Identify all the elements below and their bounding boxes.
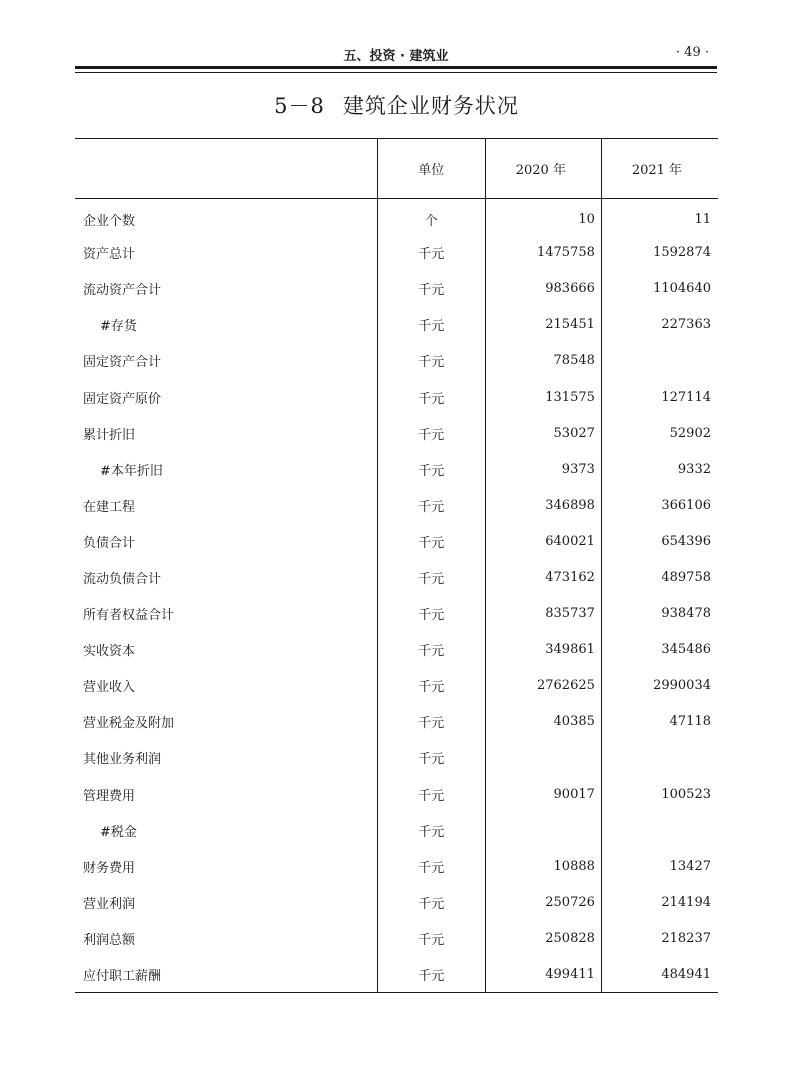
row-value-2020: [485, 740, 601, 776]
row-unit: 千元: [377, 848, 485, 884]
table-row: [75, 235, 718, 271]
row-value-2021: 9332: [601, 451, 718, 487]
row-unit: 千元: [377, 379, 485, 415]
row-unit: 千元: [377, 559, 485, 595]
row-value-2021: 227363: [601, 307, 718, 343]
row-value-2020: [485, 812, 601, 848]
row-value-2020: 835737: [485, 596, 601, 632]
table-row: [75, 812, 718, 848]
row-unit: 千元: [377, 812, 485, 848]
row-value-2020: 499411: [485, 956, 601, 992]
row-unit: 千元: [377, 776, 485, 812]
row-unit: 千元: [377, 343, 485, 379]
row-unit: 千元: [377, 920, 485, 956]
row-value-2021: 2990034: [601, 668, 718, 704]
row-value-2021: 127114: [601, 379, 718, 415]
row-value-2021: 100523: [601, 776, 718, 812]
row-item-name: 应付职工薪酬: [75, 956, 377, 992]
row-value-2020: 131575: [485, 379, 601, 415]
table-row: [75, 415, 718, 451]
row-value-2021: 938478: [601, 596, 718, 632]
row-item-name: 财务费用: [83, 860, 136, 876]
row-value-2020: 90017: [485, 776, 601, 812]
row-item-name: 流动资产合计: [83, 283, 162, 299]
row-value-2021: 366106: [601, 487, 718, 523]
row-value-2020: 2762625: [485, 668, 601, 704]
table-row: [75, 559, 718, 595]
row-unit: 千元: [377, 884, 485, 920]
row-unit: 千元: [377, 523, 485, 559]
row-item-name: 利润总额: [83, 932, 136, 948]
row-item-name: 在建工程: [83, 499, 136, 515]
table-row: [75, 884, 718, 920]
row-item-name: #本年折旧: [100, 463, 163, 479]
table-row: [75, 379, 718, 415]
row-value-2020: 9373: [485, 451, 601, 487]
row-item-name: 固定资产原价: [83, 391, 162, 407]
col-header-item: [75, 139, 377, 199]
row-value-2020: 10888: [485, 848, 601, 884]
page-number: · 49 ·: [675, 45, 709, 60]
row-item-name: 累计折旧: [83, 427, 136, 443]
col-header-2020: 2020 年: [485, 139, 601, 199]
row-value-2020: 250726: [485, 884, 601, 920]
table-row: [75, 632, 718, 668]
row-value-2021: [601, 343, 718, 379]
row-unit: 千元: [377, 271, 485, 307]
table-row: [75, 740, 718, 776]
row-value-2020: 1475758: [485, 235, 601, 271]
row-value-2021: 489758: [601, 559, 718, 595]
row-unit: 千元: [377, 307, 485, 343]
table-row: [75, 596, 718, 632]
table-row: [75, 920, 718, 956]
table-row: [75, 668, 718, 704]
row-value-2021: 52902: [601, 415, 718, 451]
row-unit: 千元: [377, 235, 485, 271]
table-body: [75, 199, 718, 993]
row-value-2021: 214194: [601, 884, 718, 920]
table-number: 5－8: [274, 94, 325, 118]
header-row: [75, 139, 718, 199]
table-row: [75, 704, 718, 740]
table-row: [75, 451, 718, 487]
section-title: 五、投资 · 建筑业: [343, 49, 449, 64]
row-unit: 千元: [377, 740, 485, 776]
row-item-name: 营业税金及附加: [83, 716, 175, 732]
table-row: [75, 523, 718, 559]
table-row: [75, 199, 718, 235]
row-item-name: 固定资产合计: [83, 355, 162, 371]
financial-table: [75, 138, 718, 993]
row-value-2020: 640021: [485, 523, 601, 559]
row-value-2020: 983666: [485, 271, 601, 307]
table-row: [75, 271, 718, 307]
row-unit: 千元: [377, 956, 485, 992]
row-value-2020: 40385: [485, 704, 601, 740]
row-value-2021: 13427: [601, 848, 718, 884]
row-value-2020: 78548: [485, 343, 601, 379]
row-item-name: 其他业务利润: [83, 752, 162, 768]
row-value-2020: 349861: [485, 632, 601, 668]
row-item-name: 实收资本: [83, 644, 136, 660]
row-value-2020: 346898: [485, 487, 601, 523]
row-unit: 千元: [377, 668, 485, 704]
row-value-2021: 1104640: [601, 271, 718, 307]
table-row: [75, 848, 718, 884]
col-header-2021: 2021 年: [601, 139, 718, 199]
row-item-name: 流动负债合计: [83, 571, 162, 587]
table-row: [75, 956, 718, 992]
header-rule-thin: [75, 72, 717, 73]
row-value-2020: 53027: [485, 415, 601, 451]
row-value-2021: [601, 812, 718, 848]
row-value-2020: 10: [485, 199, 601, 235]
row-value-2021: 11: [601, 199, 718, 235]
row-unit: 千元: [377, 415, 485, 451]
row-unit: 千元: [377, 596, 485, 632]
table-row: [75, 776, 718, 812]
row-item-name: #税金: [100, 824, 137, 840]
table-row: [75, 343, 718, 379]
row-item-name: 企业个数: [83, 214, 136, 230]
row-value-2020: 250828: [485, 920, 601, 956]
row-value-2021: 345486: [601, 632, 718, 668]
row-item-name: 营业利润: [83, 896, 136, 912]
row-item-name: 所有者权益合计: [83, 608, 175, 624]
row-value-2021: 218237: [601, 920, 718, 956]
row-value-2021: [601, 740, 718, 776]
row-value-2021: 47118: [601, 704, 718, 740]
row-value-2020: 473162: [485, 559, 601, 595]
col-header-unit: 单位: [377, 139, 485, 199]
row-unit: 千元: [377, 632, 485, 668]
row-item-name: 负债合计: [83, 535, 136, 551]
table-row: [75, 307, 718, 343]
row-item-name: 管理费用: [83, 788, 136, 804]
row-value-2020: 215451: [485, 307, 601, 343]
row-item-name: 营业收入: [83, 680, 136, 696]
row-unit: 个: [377, 199, 485, 235]
row-value-2021: 1592874: [601, 235, 718, 271]
row-unit: 千元: [377, 704, 485, 740]
row-item-name: #存货: [100, 319, 137, 335]
row-unit: 千元: [377, 451, 485, 487]
table-title: [0, 90, 793, 120]
header-rule-thick: [75, 66, 717, 69]
row-unit: 千元: [377, 487, 485, 523]
table-title-text: 建筑企业财务状况: [342, 94, 519, 118]
row-value-2021: 484941: [601, 956, 718, 992]
table-row: [75, 487, 718, 523]
row-item-name: 资产总计: [83, 247, 136, 263]
row-value-2021: 654396: [601, 523, 718, 559]
running-header: [75, 42, 717, 64]
